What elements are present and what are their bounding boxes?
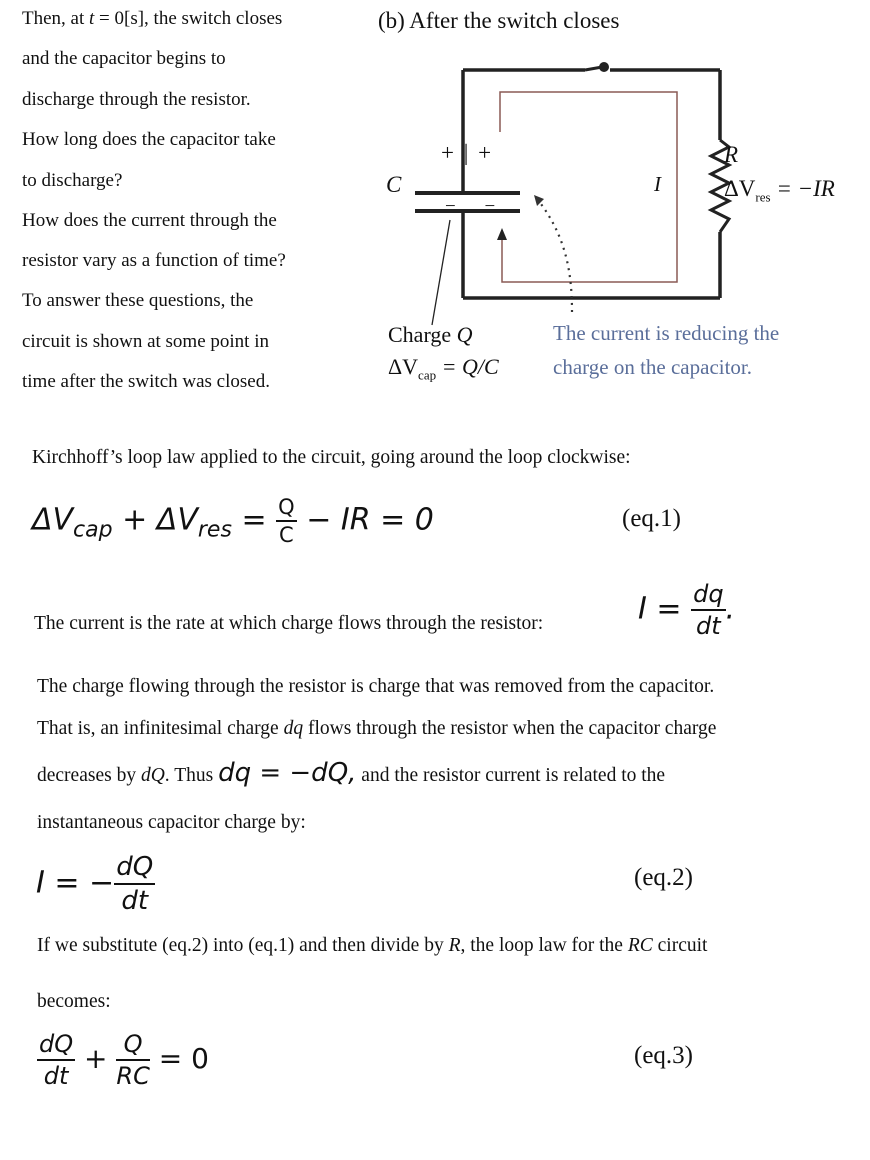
eq3-num-1: dQ	[37, 1030, 75, 1061]
eq1-label: (eq.1)	[622, 505, 681, 532]
substitute-line-2: becomes:	[37, 991, 111, 1012]
eq3-den-2: RC	[116, 1062, 150, 1090]
eq3-den-1: dt	[43, 1062, 69, 1090]
paragraph-line-3-mid: . Thus	[164, 765, 214, 786]
note-line-1: The current is reducing the	[553, 321, 780, 345]
eq1-equals: =	[231, 502, 277, 538]
current-def-fraction	[691, 580, 725, 640]
charge-leader-line	[432, 220, 450, 325]
minus-signs: − −	[445, 196, 508, 217]
intro-line-10: time after the switch was closed.	[22, 371, 270, 392]
intro-line-1	[22, 8, 282, 30]
eq1-den: C	[279, 523, 294, 547]
equation-2	[36, 852, 155, 916]
paragraph-line-1: The charge flowing through the resistor is charge that was removed from the capacitor.	[37, 676, 715, 697]
intro-line-3: discharge through the resistor.	[22, 89, 251, 110]
eq3-rest: = 0	[158, 1042, 209, 1075]
intro-line-2: and the capacitor begins to	[22, 48, 226, 69]
res-drop-delta: ΔV	[724, 176, 756, 201]
figure-title: (b) After the switch closes	[378, 8, 620, 33]
current-def-lhs: I	[638, 591, 647, 627]
eq1-rest: − IR = 0	[296, 502, 434, 538]
eq2-den: dt	[121, 886, 149, 916]
equation-3	[37, 1030, 209, 1090]
current-definition-text: The current is the rate at which charge flows through the resistor:	[34, 613, 544, 634]
eq2-num: dQ	[114, 852, 155, 885]
eq2-fraction	[114, 852, 155, 916]
paragraph-line-2-var: dq	[283, 718, 304, 739]
current-path-arrow	[500, 92, 677, 282]
paragraph-line-2	[37, 718, 716, 740]
current-definition-equation	[638, 580, 735, 640]
eq3-num-2: Q	[116, 1030, 149, 1061]
substitute-line-1	[37, 935, 707, 957]
paragraph-line-3-var: dQ	[140, 765, 165, 786]
switch-closed	[585, 62, 609, 72]
current-arrow-head	[497, 228, 507, 240]
paragraph-line-4: instantaneous capacitor charge by:	[37, 812, 306, 833]
intro-line-1-eq: = 0[s], the switch closes	[94, 8, 283, 29]
eq1-left: ΔV	[32, 502, 74, 538]
paragraph-line-3-eq: dq = −dQ,	[218, 758, 357, 788]
eq2-lhs: I = −	[36, 865, 115, 901]
charge-label-var: Q	[456, 322, 473, 347]
substitute-line-1-pre: If we substitute (eq.2) into (eq.1) and then divide by	[37, 935, 444, 956]
paragraph-line-3	[37, 758, 665, 788]
intro-line-9: circuit is shown at some point in	[22, 331, 269, 352]
eq1-num: Q	[276, 495, 297, 522]
current-def-den: dt	[695, 612, 721, 640]
eq1-plus: + ΔV	[112, 502, 198, 538]
intro-line-7: resistor vary as a function of time?	[22, 250, 286, 271]
note-line-2: charge on the capacitor.	[553, 355, 753, 379]
intro-line-6: How does the current through the	[22, 210, 277, 231]
eq3-fraction-2	[116, 1030, 149, 1090]
kirchhoff-intro: Kirchhoff’s loop law applied to the circuit, going around the loop clockwise:	[32, 447, 631, 468]
equation-1	[32, 495, 434, 547]
substitute-line-1-mid: , the loop law for the	[460, 935, 623, 956]
eq3-fraction-1	[37, 1030, 75, 1090]
current-def-period: .	[725, 591, 736, 627]
capacitor-voltage-label	[388, 354, 499, 383]
res-drop-eq: = −IR	[770, 176, 835, 201]
plus-signs: + | +	[441, 140, 494, 165]
paragraph-line-2-post: flows through the resistor when the capacitor charge	[307, 718, 717, 739]
eq2-label: (eq.2)	[634, 864, 693, 891]
substitute-var-rc: RC	[627, 935, 653, 956]
charge-label	[388, 322, 473, 348]
current-label: I	[654, 172, 661, 196]
substitute-line-1-post: circuit	[657, 935, 708, 956]
intro-line-1-pre: Then, at	[22, 8, 85, 29]
cap-drop-delta: ΔV	[388, 354, 419, 379]
note-pointer-dots	[538, 200, 572, 312]
resistor-voltage-label	[724, 176, 835, 206]
substitute-var-r: R	[448, 935, 461, 956]
capacitor-label: C	[386, 172, 402, 197]
current-def-num: dq	[691, 580, 725, 611]
charge-label-pre: Charge	[388, 322, 457, 347]
current-def-equals: =	[646, 591, 692, 627]
eq1-sub-res: res	[197, 517, 232, 543]
cap-drop-sub: cap	[418, 367, 437, 383]
eq1-fraction	[276, 495, 297, 547]
paragraph-line-3-post: and the resistor current is related to the	[361, 765, 666, 786]
cap-drop-eq: = Q/C	[436, 354, 499, 379]
intro-line-1-var: t	[89, 8, 95, 29]
eq1-sub-cap: cap	[73, 517, 113, 543]
intro-line-4: How long does the capacitor take	[22, 129, 276, 150]
res-drop-sub: res	[755, 189, 771, 205]
intro-line-5: to discharge?	[22, 170, 123, 191]
paragraph-line-2-pre: That is, an infinitesimal charge	[37, 718, 279, 739]
paragraph-line-3-pre: decreases by	[37, 765, 137, 786]
eq3-label: (eq.3)	[634, 1042, 693, 1069]
intro-line-8: To answer these questions, the	[22, 290, 254, 311]
eq3-plus: +	[84, 1042, 108, 1075]
resistor-label: R	[724, 142, 739, 167]
